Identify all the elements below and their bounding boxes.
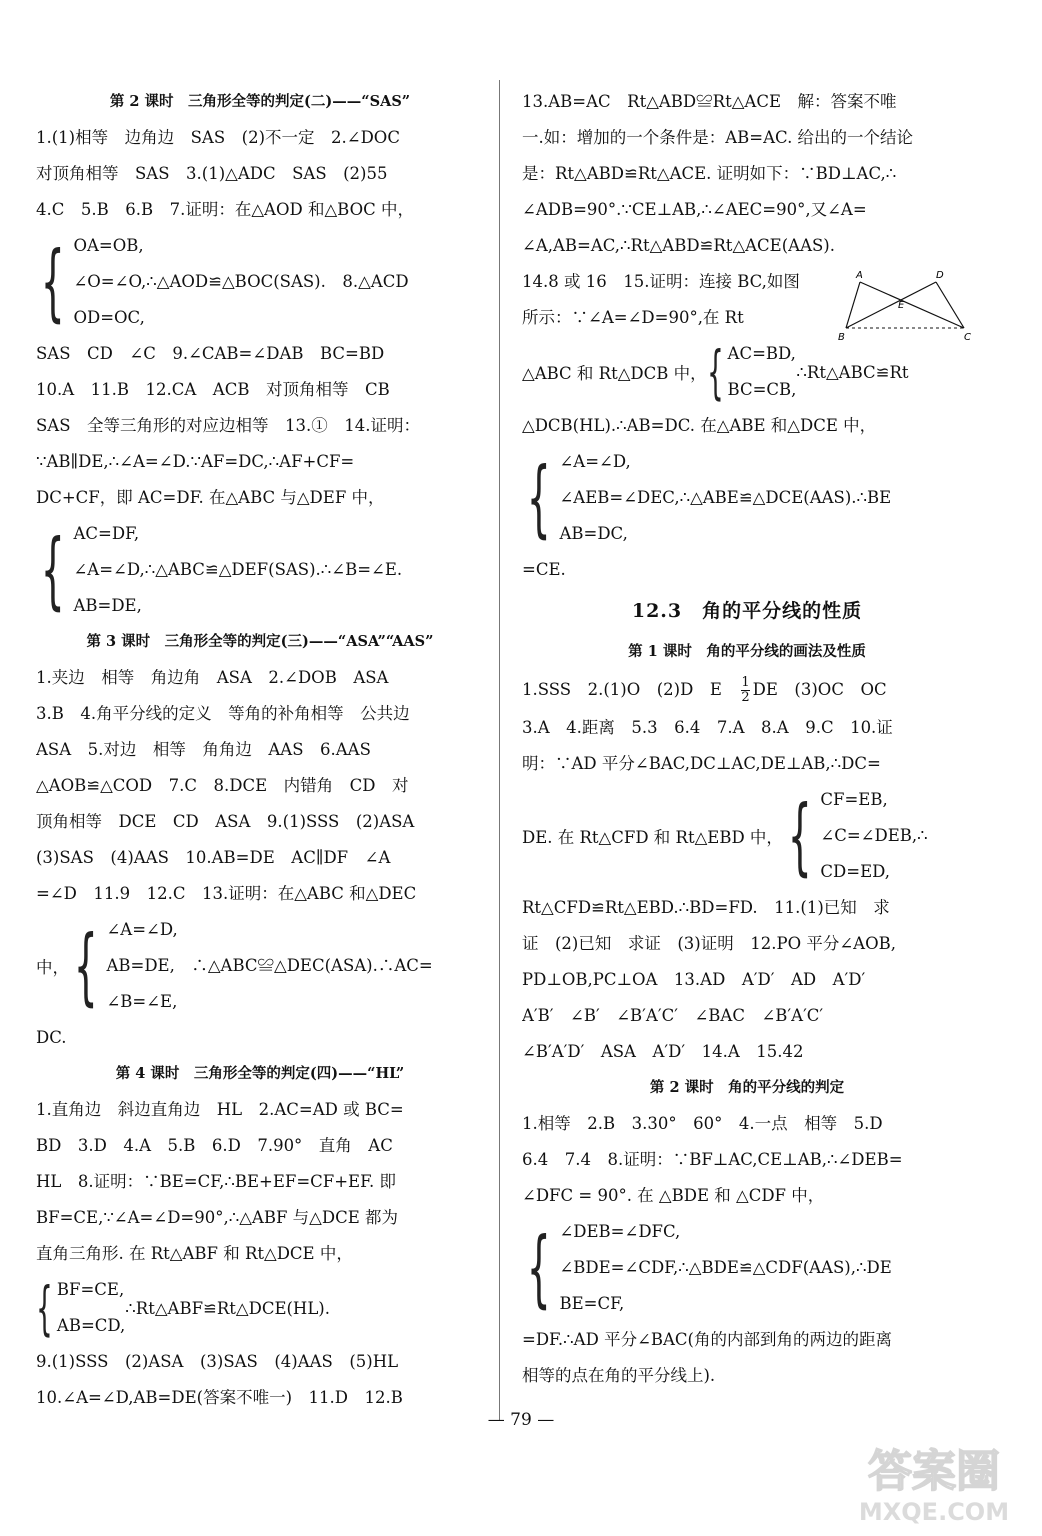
- section-heading: 第 2 课时 角的平分线的判定: [649, 1079, 845, 1096]
- text-line: 直角三角形. 在 Rt△ABF 和 Rt△DCE 中，: [36, 1244, 353, 1263]
- equation-system: [522, 444, 972, 552]
- text-line: SAS 全等三角形的对应边相等 13.① 14.证明：: [36, 416, 421, 435]
- text-line: 一.如：增加的一个条件是：AB=AC. 给出的一个结论: [522, 128, 914, 147]
- label-d: D: [936, 270, 944, 281]
- equation-line: AB=DC,: [559, 524, 628, 543]
- label-b: B: [838, 332, 845, 343]
- equation-system: [522, 782, 972, 890]
- equation-system: [36, 1272, 484, 1344]
- equation-line: AC=BD,: [727, 344, 796, 363]
- watermark-logo: [844, 1430, 1024, 1530]
- text-line: 对顶角相等 SAS 3.(1)△ADC SAS (2)55: [36, 164, 388, 183]
- equation-system: [522, 1214, 972, 1322]
- equation-line: ∠AEB=∠DEC,∴△ABE≌△DCE(AAS).∴BE: [559, 488, 892, 507]
- label-e: E: [898, 300, 905, 311]
- equation-line: ∠DEB=∠DFC,: [559, 1222, 681, 1241]
- equation-line: BF=CE,: [56, 1280, 125, 1299]
- label-a: A: [856, 270, 863, 281]
- text-line: (3)SAS (4)AAS 10.AB=DE AC∥DF ∠A: [36, 848, 391, 867]
- text-line: PD⊥OB,PC⊥OA 13.AD A′D′ AD A′D′: [522, 970, 866, 989]
- text-line: 4.C 5.B 6.B 7.证明：在△AOD 和△BOC 中，: [36, 200, 414, 219]
- text-line: Rt△CFD≌Rt△EBD.∴BD=FD. 11.(1)已知 求: [522, 898, 890, 917]
- text-line: ASA 5.对边 相等 角角边 AAS 6.AAS: [36, 740, 371, 759]
- text-line: 13.AB=AC Rt△ABD≌Rt△ACE 解：答案不唯: [522, 92, 897, 111]
- text-line: ∠DFC = 90°. 在 △BDE 和 △CDF 中，: [522, 1186, 825, 1205]
- text-line: BF=CE,∵∠A=∠D=90°,∴△ABF 与△DCE 都为: [36, 1208, 399, 1227]
- equation-line: ∠A=∠D,: [559, 452, 631, 471]
- text-line: 14.8 或 16 15.证明：连接 BC,如图: [522, 272, 800, 291]
- equation-line: OA=OB,: [73, 236, 144, 255]
- equation-conclusion: ∴Rt△ABF≌Rt△DCE(HL).: [125, 1298, 330, 1318]
- equation-line: CF=EB,: [820, 790, 888, 809]
- equation-line: BC=CB,: [727, 380, 797, 399]
- brace-icon: {: [40, 233, 65, 331]
- text-line: △AOB≌△COD 7.C 8.DCE 内错角 CD 对: [36, 776, 409, 795]
- brace-icon: {: [73, 917, 98, 1015]
- text-line: ∠A,AB=AC,∴Rt△ABD≌Rt△ACE(AAS).: [522, 236, 835, 255]
- text-line: △DCB(HL).∴AB=DC. 在△ABE 和△DCE 中，: [522, 416, 877, 435]
- text-line: ∠B′A′D′ ASA A′D′ 14.A 15.42: [522, 1042, 804, 1061]
- text-line: 证 (2)已知 求证 (3)证明 12.PO 平分∠AOB,: [522, 934, 896, 953]
- text-line: DC+CF，即 AC=DF. 在△ABC 与△DEF 中，: [36, 488, 385, 507]
- equation-system: [36, 912, 484, 1020]
- brace-icon: {: [526, 1219, 551, 1317]
- text-line: DC.: [36, 1028, 67, 1047]
- equation-prefix: 中，: [36, 958, 69, 977]
- text-line-with-fraction: [522, 670, 972, 710]
- equation-line: ∠B=∠E,: [106, 992, 178, 1011]
- text-line: 9.(1)SSS (2)ASA (3)SAS (4)AAS (5)HL: [36, 1352, 399, 1371]
- text-line: 明：∵AD 平分∠BAC,DC⊥AC,DE⊥AB,∴DC=: [522, 754, 881, 773]
- watermark-url: MXQE.COM: [858, 1498, 1010, 1526]
- label-c: C: [964, 332, 971, 343]
- equation-line: ∠A=∠D,∴△ABC≌△DEF(SAS).∴∠B=∠E.: [73, 560, 403, 579]
- section-title: 12.3 角的平分线的性质: [631, 600, 863, 622]
- section-heading: 第 1 课时 角的平分线的画法及性质: [628, 643, 866, 660]
- equation-line: AB=DE, ∴△ABC≌△DEC(ASA).∴AC=: [106, 956, 433, 975]
- geometry-figure: [836, 268, 976, 346]
- equation-line: CD=ED,: [820, 862, 890, 881]
- brace-icon: {: [526, 449, 551, 547]
- text-line: 6.4 7.4 8.证明：∵BF⊥AC,CE⊥AB,∴∠DEB=: [522, 1150, 903, 1169]
- text-line: 10.∠A=∠D,AB=DE(答案不唯一) 11.D 12.B: [36, 1388, 403, 1407]
- equation-line: ∠A=∠D,: [106, 920, 178, 939]
- text-line: =∠D 11.9 12.C 13.证明：在△ABC 和△DEC: [36, 884, 417, 903]
- text-line: 是：Rt△ABD≌Rt△ACE. 证明如下：∵BD⊥AC,∴: [522, 164, 897, 183]
- brace-icon: {: [706, 338, 724, 406]
- fraction-numerator: 1: [741, 675, 750, 690]
- segment-ac: [860, 282, 964, 328]
- text-line: 1.直角边 斜边直角边 HL 2.AC=AD 或 BC=: [36, 1100, 404, 1119]
- equation-system: [522, 336, 972, 408]
- text-line: 1.相等 2.B 3.30° 60° 4.一点 相等 5.D: [522, 1114, 883, 1133]
- equation-prefix: △ABC 和 Rt△DCB 中，: [522, 364, 707, 383]
- fraction-denominator: 2: [741, 690, 750, 705]
- equation-system: [36, 228, 484, 336]
- equation-line: AB=CD,: [56, 1316, 126, 1335]
- section-heading: 第 2 课时 三角形全等的判定(二)——“SAS”: [109, 93, 411, 110]
- left-column: [36, 84, 484, 1416]
- text-line: =CE.: [522, 560, 566, 579]
- segment-dc: [936, 282, 964, 328]
- text-segment: 1.SSS 2.(1)O (2)D E: [522, 680, 739, 699]
- text-line: 1.夹边 相等 角边角 ASA 2.∠DOB ASA: [36, 668, 389, 687]
- text-line: 3.A 4.距离 5.3 6.4 7.A 8.A 9.C 10.证: [522, 718, 893, 737]
- text-line: 顶角相等 DCE CD ASA 9.(1)SSS (2)ASA: [36, 812, 415, 831]
- text-line: BD 3.D 4.A 5.B 6.D 7.90° 直角 AC: [36, 1136, 393, 1155]
- equation-conclusion: ∴Rt△ABC≌Rt: [796, 362, 909, 382]
- text-segment: DE (3)OC OC: [752, 680, 887, 699]
- equation-line: ∠C=∠DEB,∴: [820, 826, 928, 845]
- section-heading: 第 3 课时 三角形全等的判定(三)——“ASA”“AAS”: [86, 633, 434, 650]
- equation-line: AB=DE,: [73, 596, 142, 615]
- section-heading: 第 4 课时 三角形全等的判定(四)——“HL”: [115, 1065, 405, 1082]
- text-line: ∵AB∥DE,∴∠A=∠D.∵AF=DC,∴AF+CF=: [36, 452, 355, 471]
- text-line: HL 8.证明：∵BE=CF,∴BE+EF=CF+EF. 即: [36, 1172, 396, 1191]
- equation-line: ∠BDE=∠CDF,∴△BDE≌△CDF(AAS),∴DE: [559, 1258, 892, 1277]
- text-line: SAS CD ∠C 9.∠CAB=∠DAB BC=BD: [36, 344, 385, 363]
- equation-line: ∠O=∠O,∴△AOD≌△BOC(SAS). 8.△ACD: [73, 272, 409, 291]
- brace-icon: {: [40, 521, 65, 619]
- brace-icon: {: [36, 1274, 53, 1342]
- text-line: A′B′ ∠B′ ∠B′A′C′ ∠BAC ∠B′A′C′: [522, 1006, 824, 1025]
- column-divider: [499, 80, 500, 1420]
- text-line: =DF.∴AD 平分∠BAC(角的内部到角的两边的距离: [522, 1330, 892, 1349]
- text-line: 1.(1)相等 边角边 SAS (2)不一定 2.∠DOC: [36, 128, 400, 147]
- equation-system: [36, 516, 484, 624]
- equation-line: AC=DF,: [73, 524, 140, 543]
- brace-icon: {: [787, 787, 812, 885]
- equation-line: OD=OC,: [73, 308, 145, 327]
- equation-prefix: DE. 在 Rt△CFD 和 Rt△EBD 中，: [522, 828, 783, 847]
- segment-db: [846, 282, 936, 328]
- equation-line: BE=CF,: [559, 1294, 625, 1313]
- fraction: [741, 676, 749, 705]
- text-line: 所示：∵∠A=∠D=90°,在 Rt: [522, 308, 744, 327]
- segment-ab: [846, 282, 860, 328]
- text-line: 3.B 4.角平分线的定义 等角的补角相等 公共边: [36, 704, 410, 723]
- text-line: 10.A 11.B 12.CA ACB 对顶角相等 CB: [36, 380, 390, 399]
- page-number: — 79 —: [487, 1410, 555, 1430]
- text-line: ∠ADB=90°.∵CE⊥AB,∴∠AEC=90°,又∠A=: [522, 200, 867, 219]
- watermark-text: 答案圈: [868, 1446, 1000, 1497]
- text-line: 相等的点在角的平分线上).: [522, 1366, 716, 1385]
